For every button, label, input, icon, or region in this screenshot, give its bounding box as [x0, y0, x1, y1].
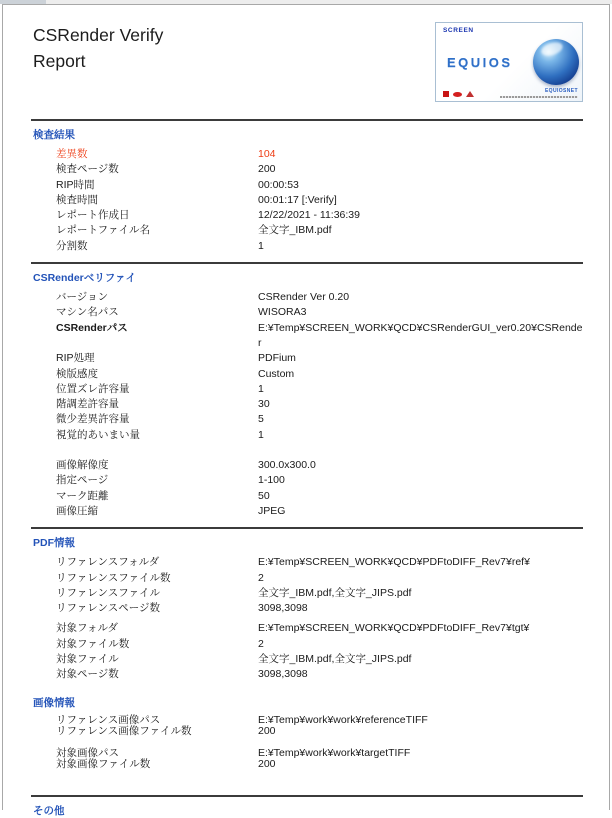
info-row: [31, 489, 583, 504]
page-title-line2: Report: [33, 51, 86, 71]
row-value: PDFium: [258, 352, 296, 365]
info-row: [31, 637, 583, 652]
row-value: 200: [258, 163, 276, 176]
row-value: 2: [258, 571, 264, 584]
row-value: 00:00:53: [258, 178, 299, 191]
row-label: マーク距離: [56, 489, 109, 502]
equios-logo: [435, 22, 583, 102]
row-group: [31, 290, 583, 443]
row-label: 検査時間: [56, 193, 98, 206]
info-row: [31, 147, 583, 162]
section-divider: [31, 527, 583, 529]
row-group: [31, 555, 583, 616]
row-label: 対象画像ファイル数: [56, 758, 151, 771]
report-page: [2, 4, 610, 817]
row-label: リファレンスファイル: [56, 586, 161, 599]
section-pdf-info: [31, 527, 583, 682]
info-row: [31, 162, 583, 177]
row-label: リファレンス画像ファイル数: [56, 725, 192, 738]
cert-mark-oval-icon: [453, 92, 462, 97]
info-row: [31, 571, 583, 586]
info-row: [31, 726, 583, 738]
report-header: [31, 5, 583, 117]
row-value: 2: [258, 637, 264, 650]
row-value: 300.0x300.0: [258, 459, 316, 472]
row-label: 差異数: [56, 148, 88, 160]
row-label: 指定ページ: [56, 474, 109, 487]
row-label: リファレンスフォルダ: [56, 556, 160, 569]
cert-mark-triangle-icon: [466, 91, 474, 97]
row-value: 50: [258, 489, 270, 502]
section-groups: [31, 715, 583, 771]
row-group: [31, 621, 583, 682]
row-label: 視覚的あいまい量: [56, 428, 140, 441]
row-label: 階調差許容量: [56, 398, 119, 411]
section-groups: [31, 147, 583, 254]
section-inspection-results: [31, 119, 583, 254]
row-label: レポートファイル名: [56, 224, 150, 237]
section-divider: [31, 119, 583, 121]
report-content: [3, 5, 609, 818]
equios-sphere-icon: [533, 39, 579, 85]
row-value: 全文字_IBM.pdf: [258, 224, 332, 237]
row-value: JPEG: [258, 504, 286, 517]
info-row: [31, 586, 583, 601]
row-value: 12/22/2021 - 11:36:39: [258, 209, 360, 222]
info-row: [31, 412, 583, 427]
section-title-csrender-verify: CSRenderベリファイ: [33, 272, 137, 285]
info-row: [31, 305, 583, 320]
row-label: RIP時間: [56, 178, 95, 191]
section-groups: [31, 290, 583, 519]
section-image-info: [31, 695, 583, 771]
row-value: 30: [258, 398, 270, 411]
info-row: [31, 601, 583, 616]
row-value: 00:01:17 [:Verify]: [258, 193, 337, 206]
info-row: [31, 555, 583, 570]
section-other: [31, 795, 583, 818]
info-row: [31, 321, 583, 352]
row-label: 対象画像パス: [56, 746, 119, 759]
row-value: E:¥Temp¥SCREEN_WORK¥QCD¥CSRenderGUI_ver0.20¥CSRender: [258, 321, 583, 349]
info-row: [31, 382, 583, 397]
row-value: 104: [258, 148, 276, 160]
row-value: 5: [258, 413, 264, 426]
cert-mark-square-icon: [443, 91, 449, 97]
row-label: 微少差異許容量: [56, 413, 130, 426]
info-row: [31, 351, 583, 366]
equios-wordmark: EQUIOS: [447, 55, 513, 70]
row-label: 対象ファイル: [56, 653, 119, 666]
row-value: 1-100: [258, 474, 285, 487]
certification-marks-icon: [443, 91, 474, 97]
info-row: [31, 473, 583, 488]
row-label: マシン名パス: [56, 306, 119, 319]
row-label: 分割数: [56, 239, 88, 252]
row-label: RIP処理: [56, 352, 95, 365]
row-value: 3098,3098: [258, 602, 308, 615]
row-label: リファレンス画像パス: [56, 713, 161, 726]
row-value: E:¥Temp¥work¥work¥targetTIFF: [258, 746, 411, 759]
row-label: バージョン: [56, 291, 109, 304]
row-value: 200: [258, 758, 276, 771]
row-label: 位置ズレ許容量: [56, 382, 130, 395]
row-value: 3098,3098: [258, 668, 308, 681]
section-divider: [31, 262, 583, 264]
info-row: [31, 239, 583, 254]
row-label: 対象ファイル数: [56, 637, 130, 650]
info-row: [31, 290, 583, 305]
row-label: 画像解像度: [56, 459, 109, 472]
row-value: 全文字_IBM.pdf,全文字_JIPS.pdf: [258, 586, 412, 599]
row-value: WISORA3: [258, 306, 307, 319]
row-group: [31, 748, 583, 771]
row-value: Custom: [258, 367, 295, 380]
info-row: [31, 652, 583, 667]
section-title-image-info: 画像情報: [33, 696, 75, 709]
row-label: レポート作成日: [56, 209, 130, 222]
info-row: [31, 667, 583, 682]
section-title-pdf-info: PDF情報: [33, 537, 75, 550]
row-value: E:¥Temp¥work¥work¥referenceTIFF: [258, 713, 428, 726]
row-label: リファレンスファイル数: [56, 571, 171, 584]
section-csrender-verify: [31, 262, 583, 519]
info-row: [31, 504, 583, 519]
section-groups: [31, 555, 583, 682]
info-row: [31, 621, 583, 636]
section-title-other: その他: [33, 804, 65, 817]
info-row: [31, 208, 583, 223]
row-label: 検版感度: [56, 367, 98, 380]
page-title-line1: CSRender Verify: [33, 25, 164, 45]
row-label: CSRenderパス: [56, 321, 128, 334]
info-row: [31, 193, 583, 208]
row-value: E:¥Temp¥SCREEN_WORK¥QCD¥PDFtoDIFF_Rev7¥ref¥: [258, 556, 530, 569]
row-label: リファレンスページ数: [56, 602, 161, 615]
row-value: 全文字_IBM.pdf,全文字_JIPS.pdf: [258, 653, 412, 666]
info-row: [31, 759, 583, 771]
copyright-microtext: [500, 96, 578, 98]
section-title-inspection-results: 検査結果: [33, 129, 75, 141]
screen-brand-label: SCREEN: [443, 27, 474, 34]
row-label: 画像圧縮: [56, 504, 98, 517]
info-row: [31, 367, 583, 382]
row-label: 検査ページ数: [56, 163, 119, 176]
row-group: [31, 147, 583, 254]
row-value: 200: [258, 725, 276, 738]
row-value: 1: [258, 382, 264, 395]
section-divider: [31, 795, 583, 797]
row-label: 対象フォルダ: [56, 622, 119, 635]
info-row: [31, 397, 583, 412]
row-value: 1: [258, 428, 264, 441]
report-sections: [31, 119, 583, 818]
row-label: 対象ページ数: [56, 668, 119, 681]
row-value: E:¥Temp¥SCREEN_WORK¥QCD¥PDFtoDIFF_Rev7¥tgt¥: [258, 622, 530, 635]
info-row: [31, 223, 583, 238]
row-value: CSRender Ver 0.20: [258, 291, 350, 304]
info-row: [31, 178, 583, 193]
row-group: [31, 715, 583, 738]
row-group: [31, 458, 583, 519]
info-row: [31, 458, 583, 473]
equiosnet-label: EQUIOSNET: [544, 88, 578, 94]
row-value: 1: [258, 239, 264, 252]
info-row: [31, 428, 583, 443]
